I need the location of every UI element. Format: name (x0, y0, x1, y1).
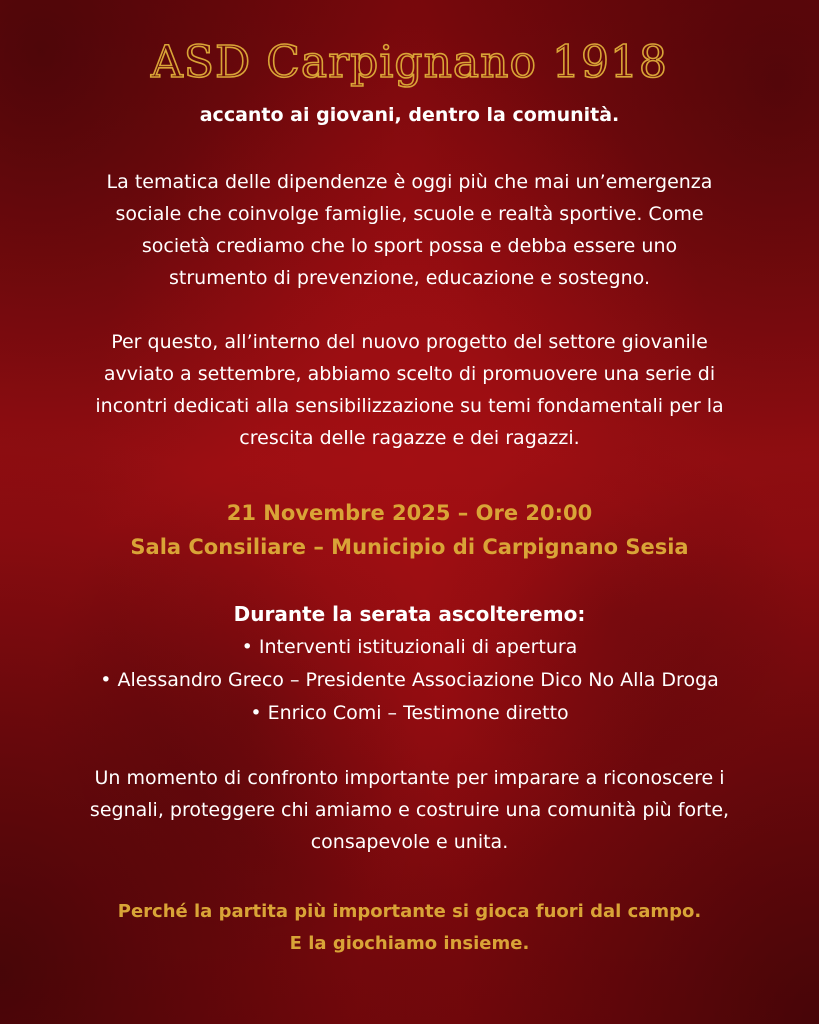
program-item: • Interventi istituzionali di apertura (241, 636, 578, 658)
project-line: Per questo, all’interno del nuovo progetto del settore giovanile (111, 331, 708, 353)
project-paragraph (40, 326, 779, 454)
program-item: • Enrico Comi – Testimone diretto (250, 702, 569, 724)
intro-line: società crediamo che lo sport possa e debba essere uno (141, 235, 678, 257)
club-title: ASD Carpignano 1918 (151, 37, 668, 88)
closing-message (0, 896, 819, 960)
outro-line: consapevole e unita. (310, 831, 509, 853)
project-line: avviato a settembre, abbiamo scelto di promuovere una serie di (103, 363, 716, 385)
intro-line: La tematica delle dipendenze è oggi più che mai un’emergenza (106, 171, 713, 193)
project-line: crescita delle ragazze e dei ragazzi. (239, 427, 580, 449)
club-tagline: accanto ai giovani, dentro la comunità. (199, 104, 620, 126)
project-line: incontri dedicati alla sensibilizzazione su temi fondamentali per la (95, 395, 724, 417)
outro-line: segnali, proteggere chi amiamo e costruire una comunità più forte, (89, 799, 730, 821)
event-date-time: 21 Novembre 2025 – Ore 20:00 (226, 501, 593, 525)
closing-line: E la giochiamo insieme. (289, 933, 530, 954)
outro-paragraph (40, 762, 779, 858)
intro-line: sociale che coinvolge famiglie, scuole e realtà sportive. Come (115, 203, 704, 225)
program-heading: Durante la serata ascolteremo: (233, 602, 586, 626)
event-details (0, 496, 819, 564)
intro-paragraph (40, 166, 779, 294)
closing-line: Perché la partita più importante si gioca fuori dal campo. (117, 901, 702, 922)
program-list (0, 598, 819, 730)
intro-line: strumento di prevenzione, educazione e sostegno. (169, 267, 650, 289)
program-item: • Alessandro Greco – Presidente Associazione Dico No Alla Droga (100, 669, 719, 691)
event-location: Sala Consiliare – Municipio di Carpignano Sesia (130, 535, 689, 559)
outro-line: Un momento di confronto importante per imparare a riconoscere i (94, 767, 725, 789)
